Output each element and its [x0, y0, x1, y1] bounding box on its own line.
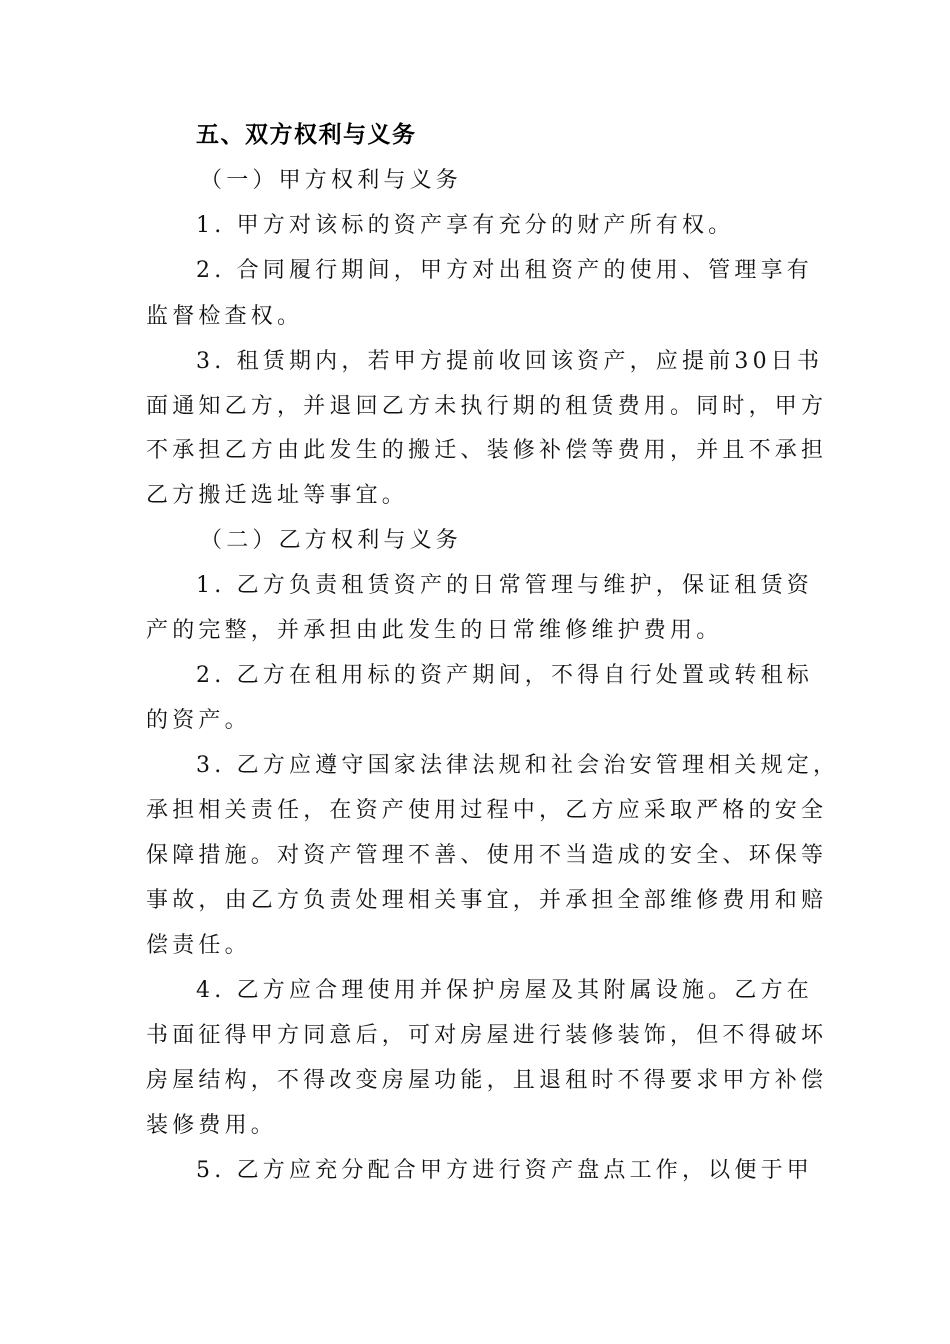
- party-b-line-9: 偿责任。: [146, 933, 251, 958]
- party-a-line-4: 3. 租赁期内，若甲方提前收回该资产，应提前30日书: [196, 349, 824, 374]
- party-a-line-5: 面通知乙方，并退回乙方未执行期的租赁费用。同时，甲方: [146, 394, 828, 419]
- party-b-line-8: 事故，由乙方负责处理相关事宜，并承担全部维修费用和赔: [146, 888, 828, 913]
- party-b-subtitle: （二）乙方权利与义务: [200, 528, 463, 553]
- party-b-line-1: 1. 乙方负责租赁资产的日常管理与维护，保证租赁资: [196, 573, 813, 598]
- party-a-line-3: 监督检查权。: [146, 304, 304, 329]
- party-a-line-6: 不承担乙方由此发生的搬迁、装修补偿等费用，并且不承担: [146, 438, 828, 463]
- party-b-line-13: 装修费用。: [146, 1113, 278, 1138]
- party-b-line-11: 书面征得甲方同意后，可对房屋进行装修装饰，但不得破坏: [146, 1023, 828, 1048]
- party-b-line-6: 承担相关责任，在资产使用过程中，乙方应采取严格的安全: [146, 798, 828, 823]
- party-a-line-7: 乙方搬迁选址等事宜。: [146, 483, 409, 508]
- party-a-subtitle: （一）甲方权利与义务: [200, 168, 463, 193]
- party-b-line-5: 3. 乙方应遵守国家法律法规和社会治安管理相关规定，: [196, 753, 840, 778]
- party-b-line-7: 保障措施。对资产管理不善、使用不当造成的安全、环保等: [146, 843, 828, 868]
- section-title: 五、双方权利与义务: [196, 122, 417, 148]
- party-b-line-10: 4. 乙方应合理使用并保护房屋及其附属设施。乙方在: [196, 978, 813, 1003]
- party-b-line-2: 产的完整，并承担由此发生的日常维修维护费用。: [146, 618, 723, 643]
- party-b-line-4: 的资产。: [146, 708, 251, 733]
- party-a-line-1: 1. 甲方对该标的资产享有充分的财产所有权。: [196, 213, 735, 238]
- party-b-line-3: 2. 乙方在租用标的资产期间，不得自行处置或转租标: [196, 663, 813, 688]
- party-a-line-2: 2. 合同履行期间，甲方对出租资产的使用、管理享有: [196, 258, 813, 283]
- party-b-line-14: 5. 乙方应充分配合甲方进行资产盘点工作，以便于甲: [196, 1158, 813, 1183]
- party-b-line-12: 房屋结构，不得改变房屋功能，且退租时不得要求甲方补偿: [146, 1068, 828, 1093]
